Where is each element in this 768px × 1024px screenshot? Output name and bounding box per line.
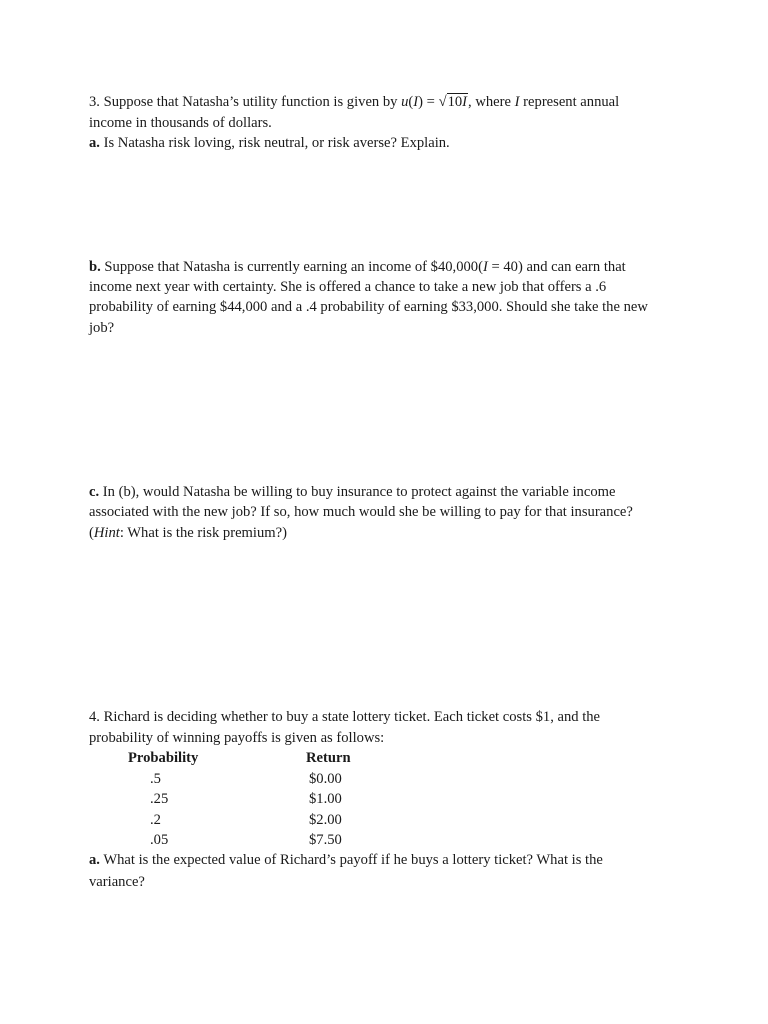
q3-part-b-line-4: job? bbox=[89, 320, 115, 336]
income-variable-3: I bbox=[482, 259, 488, 275]
paren-open: ( bbox=[408, 94, 414, 110]
q4-part-a-label: a. bbox=[89, 852, 100, 868]
q3-part-c-line-2: associated with the new job? If so, how much would she be willing to pay for that insurance? bbox=[89, 504, 633, 520]
q4-part-a-line-1 bbox=[89, 850, 603, 870]
table-cell-probability: .25 bbox=[150, 791, 169, 807]
table-header-probability: Probability bbox=[128, 750, 199, 766]
q3-part-b-line-1 bbox=[89, 257, 626, 277]
part-c-label: c. bbox=[89, 484, 100, 500]
q4-part-a-text: What is the expected value of Richard’s payoff if he buys a lottery ticket? What is the bbox=[99, 852, 603, 868]
hint-text: : What is the risk premium?) bbox=[119, 525, 287, 541]
q3-part-a bbox=[89, 133, 450, 153]
part-a-text: Is Natasha risk loving, risk neutral, or risk averse? Explain. bbox=[99, 135, 450, 151]
table-cell-probability: .05 bbox=[150, 832, 169, 848]
q4-intro-line-2: probability of winning payoffs is given as follows: bbox=[89, 730, 385, 746]
q3-intro-text: 3. Suppose that Natasha’s utility function is given by bbox=[89, 94, 402, 110]
q3-intro-rest: represent annual bbox=[519, 94, 620, 110]
part-a-label: a. bbox=[89, 135, 100, 151]
part-c-text-1: In (b), would Natasha be willing to buy insurance to protect against the variable income bbox=[99, 484, 616, 500]
hint-paren: ( bbox=[89, 525, 94, 541]
sqrt-sign: √ bbox=[438, 94, 447, 110]
q3-intro-line-2: income in thousands of dollars. bbox=[89, 115, 272, 131]
square-root-expression bbox=[439, 92, 468, 112]
radicand-variable: I bbox=[462, 94, 468, 110]
q3-part-b-line-3: probability of earning $44,000 and a .4 probability of earning $33,000. Should she take the new bbox=[89, 299, 648, 315]
table-header-return: Return bbox=[306, 750, 351, 766]
q3-part-b-line-2: income next year with certainty. She is offered a chance to take a new job that offers a .6 bbox=[89, 279, 607, 295]
q4-part-a-line-2: variance? bbox=[89, 874, 145, 890]
table-cell-return: $7.50 bbox=[309, 832, 342, 848]
part-b-text-1b: = 40) and can earn that bbox=[487, 259, 626, 275]
utility-symbol: u bbox=[401, 94, 409, 110]
q3-intro-line bbox=[89, 92, 619, 112]
table-cell-return: $1.00 bbox=[309, 791, 342, 807]
hint-label: Hint bbox=[93, 525, 120, 541]
q4-intro-line-1: 4. Richard is deciding whether to buy a state lottery ticket. Each ticket costs $1, and the bbox=[89, 709, 601, 725]
table-cell-probability: .5 bbox=[150, 771, 161, 787]
q3-intro-where: , where bbox=[468, 94, 515, 110]
table-cell-return: $0.00 bbox=[309, 771, 342, 787]
q3-part-c-line-1 bbox=[89, 482, 615, 502]
radicand-number: 10 bbox=[447, 94, 463, 110]
table-cell-probability: .2 bbox=[150, 812, 161, 828]
part-b-text-1: Suppose that Natasha is currently earning an income of $40,000( bbox=[100, 259, 483, 275]
table-cell-return: $2.00 bbox=[309, 812, 342, 828]
income-variable: I bbox=[413, 94, 419, 110]
part-b-label: b. bbox=[89, 259, 101, 275]
q3-part-c-line-3 bbox=[89, 523, 287, 543]
sqrt-radicand bbox=[447, 93, 468, 110]
paren-close-equals: ) = bbox=[418, 94, 439, 110]
income-variable-2: I bbox=[514, 94, 520, 110]
